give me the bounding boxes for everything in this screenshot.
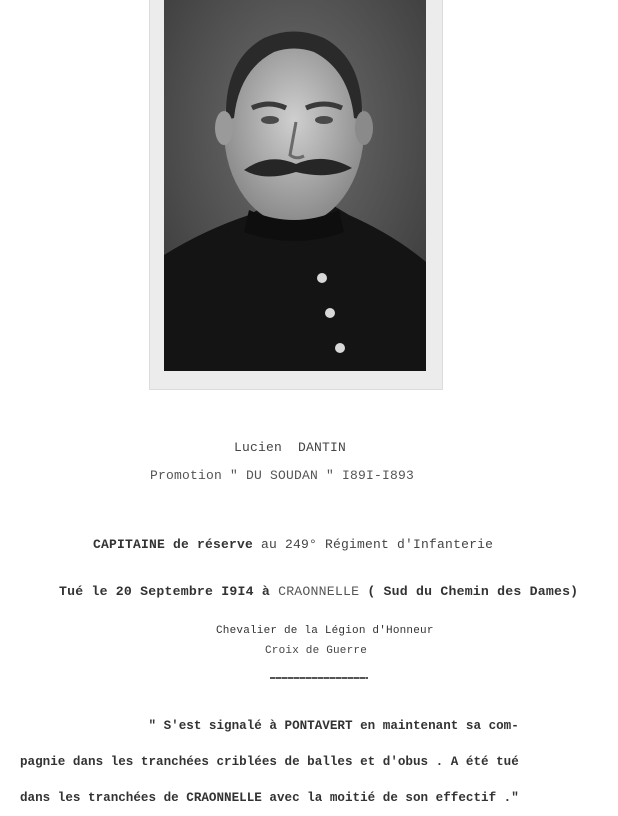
- award-croix-de-guerre: Croix de Guerre: [265, 645, 368, 657]
- regiment: au 249° Régiment d'Infanterie: [253, 537, 494, 552]
- death-place: CRAONNELLE: [278, 584, 360, 599]
- photo-mount: [150, 0, 442, 389]
- rank-title: CAPITAINE de réserve: [93, 537, 254, 552]
- death-line: [59, 585, 578, 599]
- person-name: Lucien DANTIN: [234, 440, 347, 455]
- portrait-photo: [164, 0, 426, 371]
- citation-line: pagnie dans les tranchées criblées de balles et d'obus . A été tué: [20, 755, 519, 769]
- award-legion-honneur: Chevalier de la Légion d'Honneur: [216, 625, 434, 637]
- promotion-line: Promotion " DU SOUDAN " I89I-I893: [150, 468, 415, 483]
- death-date: Tué le 20 Septembre I9I4 à: [59, 584, 279, 599]
- separator-rule: [270, 677, 368, 679]
- citation-block: [20, 696, 618, 816]
- citation-line: dans les tranchées de CRAONNELLE avec la moitié de son effectif .": [20, 791, 519, 805]
- citation-line: " S'est signalé à PONTAVERT en maintenant sa com-: [20, 719, 519, 733]
- rank-line: [93, 538, 493, 552]
- death-location-note: ( Sud du Chemin des Dames): [359, 584, 579, 599]
